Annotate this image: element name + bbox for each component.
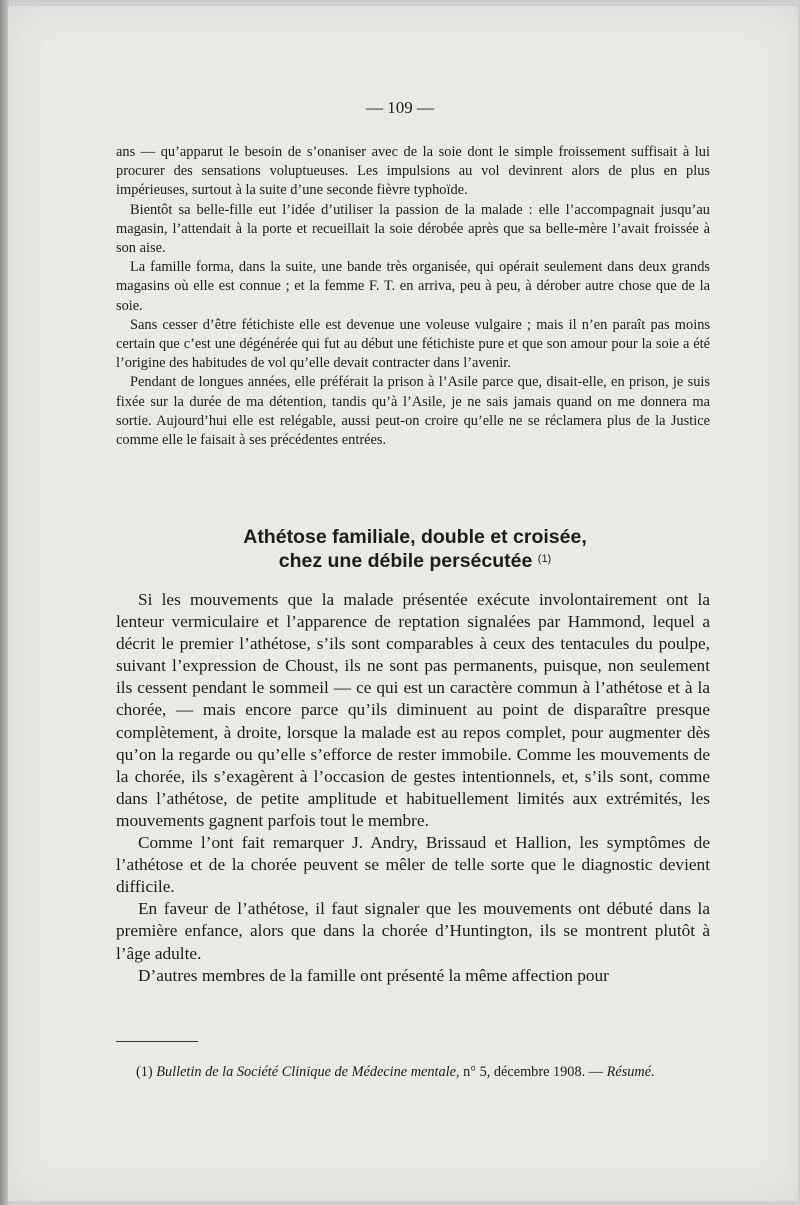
paragraph: Comme l’ont fait remarquer J. Andry, Brissaud et Hallion, les symptômes de l’athétose et de la chorée peuvent se mêler de telle sorte que le diagnostic devient difficile.	[116, 833, 710, 897]
page-number: — 109 —	[366, 98, 434, 117]
paragraph: ans — qu’apparut le besoin de s’onaniser avec de la soie dont le simple froissement suffisait à lui procurer des sensations voluptueuses. Les impulsions au vol devinrent alors de plus en plus impérieuses, surtout à la suite d’une seconde fièvre typhoïde.	[116, 144, 710, 199]
previous-section-text	[116, 143, 710, 450]
footnote-reference: (1)	[537, 553, 552, 565]
section-title-line-2-text: chez une débile persécutée	[278, 550, 533, 572]
paragraph: Pendant de longues années, elle préférait la prison à l’Asile parce que, disait-elle, en prison, je suis fixée sur la durée de ma détention, tandis qu’à l’Asile, je ne sais jamais quand on me donnera ma sortie. Aujourd’hui elle est relégable, aussi peut-on croire qu’elle ne se réclamera plus de la Justice comme elle le faisait à ses précédentes entrées.	[116, 374, 710, 449]
section-title-line-1: Athétose familiale, double et croisée,	[243, 526, 587, 548]
footnote-divider	[116, 1041, 198, 1042]
footnote-issue: n° 5, décembre 1908. —	[463, 1064, 604, 1080]
section-body-text	[116, 589, 710, 987]
paragraph: Si les mouvements que la malade présentée exécute involontairement ont la lenteur vermiculaire et l’apparence de reptation signalées par Hammond, lequel a décrit le premier l’athétose, s’ils sont comparables à ceux des tentacules du poulpe, suivant l’expression de Choust, ils ne sont pas permanents, puisque, non seulement ils cessent pendant le sommeil — ce qui est un caractère commun à l’athétose et à la chorée, — mais encore parce qu’ils diminuent au point de disparaître presque complètement, à droite, lorsque la malade est au repos complet, pour augmenter dès qu’on la regarde ou qu’elle s’efforce de rester immobile. Comme les mouvements de la chorée, ils s’exagèrent à l’occasion de gestes intentionnels, et, s’ils sont, comme dans l’athétose, de petite amplitude et habituellement limités aux extrémités, les mouvements gagnent parfois tout le membre.	[116, 590, 710, 830]
paragraph: En faveur de l’athétose, il faut signaler que les mouvements ont débuté dans la première enfance, alors que dans la chorée d’Huntington, ils se montrent plutôt à l’âge adulte.	[116, 899, 710, 963]
footnote-marker: (1)	[136, 1064, 153, 1080]
footnote-note: Résumé.	[606, 1064, 655, 1080]
paragraph: Sans cesser d’être fétichiste elle est devenue une voleuse vulgaire ; mais il n’en paraît pas moins certain que c’est une dégénérée qui fut au début une fétichiste pure et que son amour pour la soie a été l’origine des habitudes de vol qu’elle devait contracter dans l’avenir.	[116, 316, 710, 372]
section-title-line-2	[0, 549, 800, 573]
footnote-source: Bulletin de la Société Clinique de Médecine mentale,	[156, 1064, 460, 1080]
section-title	[0, 525, 800, 573]
paragraph: Bientôt sa belle-fille eut l’idée d’utiliser la passion de la malade : elle l’accompagnait jusqu’au magasin, l’attendait à la porte et recueillait la soie dérobée après que sa belle-mère l’avait froissée à son aise.	[116, 201, 710, 257]
footnote	[116, 1064, 726, 1082]
paragraph: D’autres membres de la famille ont présenté la même affection pour	[138, 965, 609, 985]
paragraph: La famille forma, dans la suite, une bande très organisée, qui opérait seulement dans deux grands magasins où elle est connue ; et la femme F. T. en arriva, peu à peu, à dérober autre chose que de la soie.	[116, 259, 710, 314]
